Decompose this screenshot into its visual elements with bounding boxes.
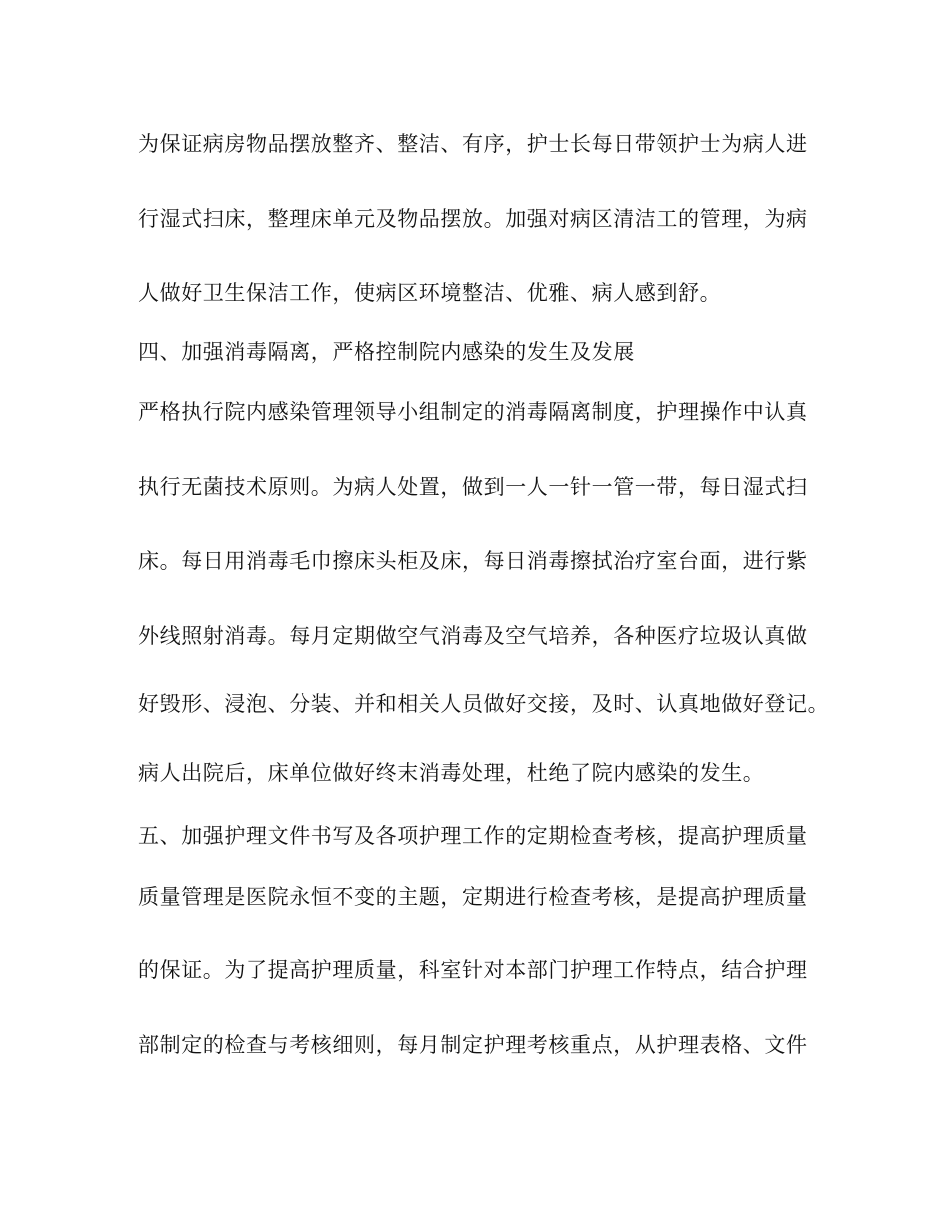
paragraph-line: 的保证。为了提高护理质量，科室针对本部门护理工作特点，结合护理 [138,958,808,982]
paragraph-line: 外线照射消毒。每月定期做空气消毒及空气培养，各种医疗垃圾认真做 [138,624,808,648]
paragraph-line: 病人出院后，床单位做好终末消毒处理，杜绝了院内感染的发生。 [138,761,765,785]
paragraph-line: 床。每日用消毒毛巾擦床头柜及床，每日消毒擦拭治疗室台面，进行紫 [138,549,808,573]
paragraph-line: 质量管理是医院永恒不变的主题，定期进行检查考核，是提高护理质量 [138,885,808,909]
paragraph-line: 人做好卫生保洁工作，使病区环境整洁、优雅、病人感到舒。 [138,281,722,305]
section-heading: 五、加强护理文件书写及各项护理工作的定期检查考核，提高护理质量 [138,824,808,848]
paragraph-line: 部制定的检查与考核细则，每月制定护理考核重点，从护理表格、文件 [138,1033,808,1057]
section-heading: 四、加强消毒隔离，严格控制院内感染的发生及发展 [138,340,635,364]
paragraph-line: 好毁形、浸泡、分装、并和相关人员做好交接，及时、认真地做好登记。 [138,692,830,716]
paragraph-line: 行湿式扫床，整理床单元及物品摆放。加强对病区清洁工的管理，为病 [138,207,808,231]
paragraph-line: 严格执行院内感染管理领导小组制定的消毒隔离制度，护理操作中认真 [138,400,808,424]
paragraph-line: 为保证病房物品摆放整齐、整洁、有序，护士长每日带领护士为病人进 [138,132,808,156]
paragraph-line: 执行无菌技术原则。为病人处置，做到一人一针一管一带，每日湿式扫 [138,475,808,499]
